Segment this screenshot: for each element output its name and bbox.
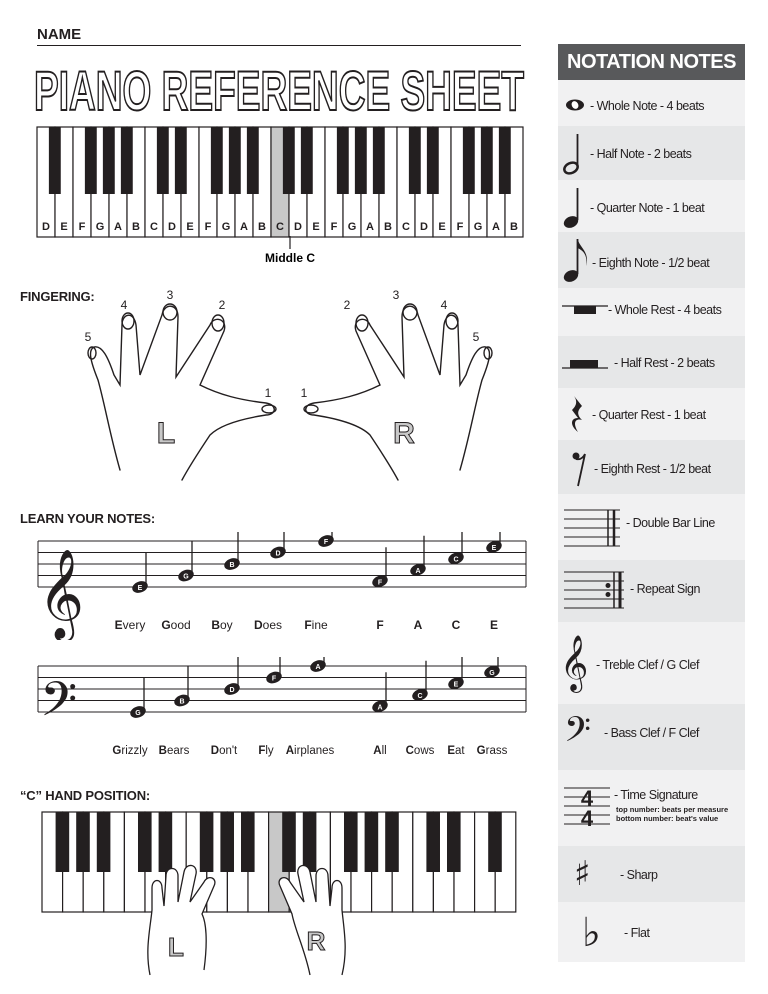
repeat-sign-icon [564, 570, 626, 612]
svg-text:5: 5 [472, 330, 480, 344]
svg-text:G: G [183, 573, 189, 581]
key-label: D [42, 221, 50, 233]
key-label: C [402, 221, 410, 233]
notation-row-sharp: ♯ - Sharp [558, 846, 745, 902]
bass-clef-icon: 𝄢 [564, 709, 592, 758]
notation-row-whole-note: - Whole Note - 4 beats [558, 86, 745, 126]
time-signature-icon [564, 784, 610, 830]
learn-notes-heading: LEARN YOUR NOTES: [20, 511, 156, 526]
black-key [241, 812, 255, 872]
name-label: NAME [37, 26, 82, 43]
svg-text:L: L [168, 932, 184, 962]
svg-text:4: 4 [440, 298, 448, 312]
black-key [303, 812, 317, 872]
svg-text:B: B [179, 698, 185, 706]
mnemonic-word: A [413, 618, 423, 632]
eighth-note-icon [562, 236, 592, 284]
key-label: G [221, 221, 231, 233]
svg-text:A: A [377, 704, 383, 712]
black-key [344, 812, 358, 872]
svg-text:R: R [306, 926, 326, 956]
black-key [157, 127, 169, 194]
svg-text:D: D [229, 687, 235, 694]
svg-text:G: G [135, 710, 141, 717]
notation-row-treble-clef: 𝄞 - Treble Clef / G Clef [558, 622, 745, 704]
notation-row-eighth-rest: - Eighth Rest - 1/2 beat [558, 440, 745, 494]
black-key [426, 812, 440, 872]
mnemonic-word: C [451, 618, 461, 632]
svg-text:A: A [415, 567, 421, 575]
treble-staff [36, 532, 528, 640]
notation-row-whole-rest: - Whole Rest - 4 beats [558, 288, 745, 336]
mnemonic-word: Every [114, 618, 146, 632]
key-label: D [168, 221, 176, 233]
double-bar-line-icon [564, 508, 620, 548]
key-label: C [150, 221, 158, 233]
mnemonic-word: Good [161, 618, 191, 632]
mnemonic-word: Grizzly [112, 745, 148, 757]
black-key [49, 127, 61, 194]
flat-icon: ♭ [582, 910, 601, 956]
notation-row-bass-clef: 𝄢 - Bass Clef / F Clef [558, 704, 745, 770]
svg-text:E: E [453, 681, 459, 689]
bass-clef-icon: 𝄢 [40, 673, 78, 738]
svg-text:4: 4 [580, 786, 594, 811]
svg-text:1: 1 [264, 386, 272, 400]
fingering-hands [70, 285, 510, 485]
black-key [481, 127, 493, 194]
svg-text:G: G [489, 669, 495, 677]
black-key [103, 127, 115, 194]
black-key [282, 812, 296, 872]
mnemonic-word: Fine [304, 618, 328, 632]
mnemonic-word: Cows [405, 745, 435, 757]
svg-text:5: 5 [84, 330, 92, 344]
notation-row-double-bar: - Double Bar Line [558, 494, 745, 560]
svg-text:L: L [156, 417, 176, 450]
svg-text:E: E [491, 544, 497, 552]
black-key [373, 127, 385, 194]
piano-keyboard [36, 126, 526, 238]
key-label: B [384, 221, 392, 233]
black-key [229, 127, 241, 194]
key-label: A [492, 221, 500, 233]
black-key [56, 812, 70, 872]
black-key [247, 127, 259, 194]
notation-row-repeat-sign: - Repeat Sign [558, 560, 745, 622]
svg-text:C: C [453, 556, 459, 564]
key-label: G [347, 221, 357, 233]
key-label: F [204, 221, 212, 233]
svg-text:D: D [275, 550, 281, 558]
svg-text:4: 4 [580, 806, 594, 830]
key-label: B [258, 221, 266, 233]
svg-text:3: 3 [392, 288, 400, 302]
black-key [365, 812, 379, 872]
whole-rest-icon [562, 302, 608, 318]
black-key [409, 127, 421, 194]
key-label: G [473, 221, 483, 233]
name-line[interactable] [37, 45, 521, 46]
mnemonic-word: Grass [476, 745, 508, 757]
quarter-rest-icon [568, 394, 588, 436]
mnemonic-word: Eat [447, 745, 465, 757]
black-key [447, 812, 461, 872]
svg-text:4: 4 [120, 298, 128, 312]
black-key [385, 812, 399, 872]
black-key [138, 812, 152, 872]
key-label: B [132, 221, 140, 233]
c-hand-heading: “C” HAND POSITION: [20, 788, 151, 803]
mnemonic-word: F [376, 618, 384, 632]
key-label: E [312, 221, 320, 233]
key-label: C [276, 221, 284, 233]
svg-text:C: C [417, 692, 423, 700]
key-label: F [78, 221, 86, 233]
svg-text:2: 2 [343, 298, 351, 312]
black-key [97, 812, 111, 872]
black-key [121, 127, 133, 194]
treble-clef-icon: 𝄞 [560, 635, 589, 691]
black-key [337, 127, 349, 194]
black-key [488, 812, 502, 872]
key-label: B [510, 221, 518, 233]
key-label: D [294, 221, 302, 233]
treble-clef-icon: 𝄞 [38, 549, 85, 637]
middle-c-callout [250, 236, 330, 266]
svg-text:3: 3 [166, 288, 174, 302]
half-note-icon [562, 130, 586, 176]
key-label: E [60, 221, 68, 233]
black-key [175, 127, 187, 194]
mnemonic-word: Boy [211, 618, 233, 632]
black-key [76, 812, 90, 872]
fingering-heading: FINGERING: [20, 289, 95, 304]
black-key [200, 812, 214, 872]
svg-text:R: R [393, 417, 415, 450]
mnemonic-word: Don't [210, 745, 238, 757]
black-key [220, 812, 234, 872]
black-key [499, 127, 511, 194]
svg-text:F: F [377, 579, 383, 587]
key-label: E [186, 221, 194, 233]
black-key [301, 127, 313, 194]
whole-note-icon [564, 98, 586, 112]
key-label: A [114, 221, 122, 233]
notation-row-eighth-note: - Eighth Note - 1/2 beat [558, 232, 745, 288]
svg-text:F: F [323, 539, 329, 546]
notation-row-time-signature: 4 4 - Time Signature top number: beats per measure bottom number: beat's value [558, 770, 745, 846]
mnemonic-word: Fly [258, 745, 274, 757]
key-label: A [366, 221, 374, 233]
key-label: E [438, 221, 446, 233]
notation-row-flat: ♭ - Flat [582, 910, 650, 956]
notation-row-half-rest: - Half Rest - 2 beats [558, 336, 745, 388]
notation-row-quarter-rest: - Quarter Rest - 1 beat [558, 388, 745, 440]
key-label: F [330, 221, 338, 233]
quarter-note-icon [562, 184, 586, 230]
svg-text:F: F [271, 675, 277, 683]
black-key [211, 127, 223, 194]
c-hand-keyboard [40, 810, 520, 980]
key-label: A [240, 221, 248, 233]
notation-row-half-note: - Half Note - 2 beats [558, 126, 745, 180]
svg-text:2: 2 [218, 298, 226, 312]
mnemonic-word: Airplanes [285, 745, 335, 757]
half-rest-icon [562, 352, 608, 372]
black-key [283, 127, 295, 194]
black-key [159, 812, 173, 872]
bass-staff [36, 657, 528, 765]
mnemonic-word: All [373, 745, 387, 757]
black-key [427, 127, 439, 194]
black-key [85, 127, 97, 194]
notation-row-quarter-note: - Quarter Note - 1 beat [558, 180, 745, 232]
key-label: G [95, 221, 105, 233]
svg-text:E: E [137, 585, 143, 592]
svg-text:A: A [315, 664, 321, 671]
mnemonic-word: E [489, 618, 499, 632]
svg-text:PIANO REFERENCE SHEET: PIANO REFERENCE SHEET [34, 60, 524, 116]
notation-heading: NOTATION NOTES [558, 44, 745, 80]
sharp-icon: ♯ [574, 854, 591, 894]
black-key [463, 127, 475, 194]
middle-c-label: Middle C [265, 251, 315, 265]
page-title [30, 60, 530, 116]
key-label: D [420, 221, 428, 233]
svg-text:1: 1 [300, 386, 308, 400]
eighth-rest-icon [570, 448, 590, 490]
mnemonic-word: Bears [158, 745, 190, 757]
mnemonic-word: Does [253, 618, 283, 632]
svg-text:B: B [229, 562, 235, 569]
key-label: F [456, 221, 464, 233]
black-key [355, 127, 367, 194]
